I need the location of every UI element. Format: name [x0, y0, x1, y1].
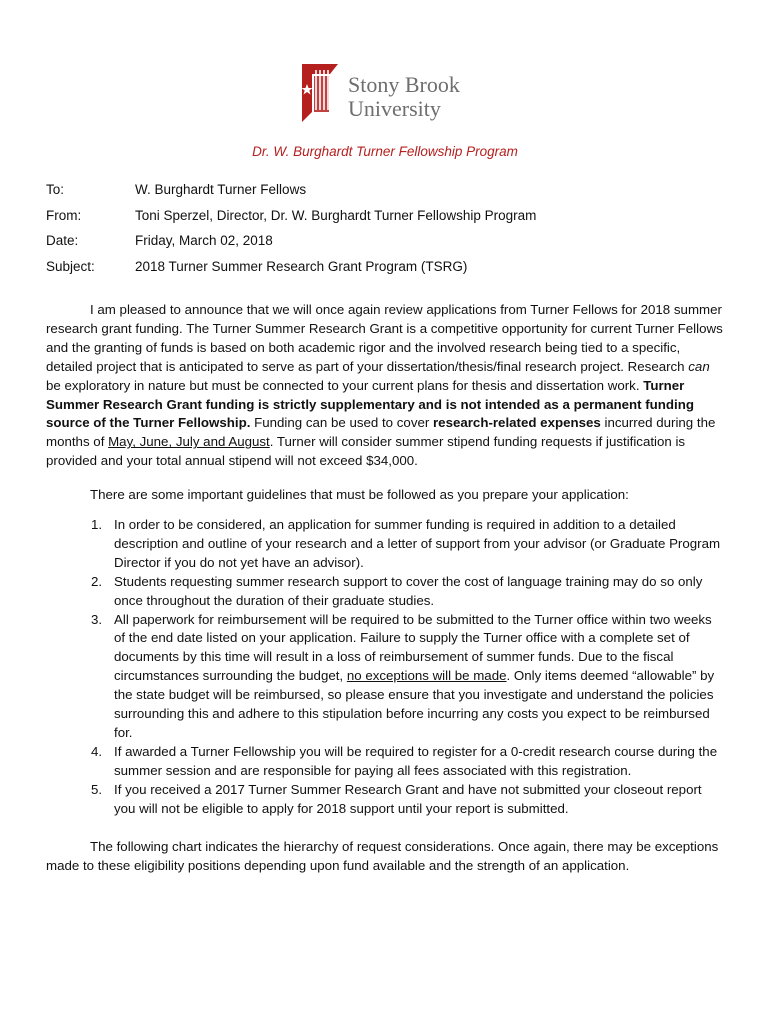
memo-value: Friday, March 02, 2018 — [135, 233, 273, 248]
program-title: Dr. W. Burghardt Turner Fellowship Program — [252, 144, 518, 159]
logo-line-2: University — [348, 96, 441, 121]
list-item: 1. In order to be considered, an application for summer funding is required in addition to a detailed description and outline of your research and a letter of support from your advisor (or Graduate Program Director if you do not yet have an advisor). — [91, 517, 721, 570]
list-item: 2. Students requesting summer research support to cover the cost of language training may do so only once throughout the duration of their graduate studies. — [91, 573, 703, 608]
closing-paragraph: The following chart indicates the hierarchy of request considerations. Once again, there may be exceptions made to these eligibility positions depending upon fund available and the strength of an application. — [46, 839, 719, 873]
memo-label: To: — [46, 182, 65, 197]
guidelines-list — [46, 516, 726, 819]
list-item: 3. All paperwork for reimbursement will be required to be submitted to the Turner office within two weeks of the end date listed on your application. Failure to supply the Turner office with a complete set of documents by this time will result in a loss of reimbursement of summer funds. Due to the fiscal circumstances surrounding the budget, no exceptions will be made. Only items deemed “allowable” by the state budget will be reimbursed, so please ensure that you investigate and understand the policies surrounding this and adhere to this stipulation before incurring any costs you expect to be reimbursed for. — [91, 611, 715, 740]
seal-icon — [300, 62, 344, 124]
list-item: 4. If awarded a Turner Fellowship you will be required to register for a 0-credit research course during the summer session and are responsible for paying all fees associated with this registration. — [91, 743, 718, 778]
university-logo — [300, 62, 480, 126]
memo-value: 2018 Turner Summer Research Grant Program (TSRG) — [135, 259, 468, 274]
guidelines-intro: There are some important guidelines that must be followed as you prepare your application: — [90, 487, 629, 502]
memo-value: Toni Sperzel, Director, Dr. W. Burghardt Turner Fellowship Program — [135, 208, 537, 223]
memo-label: Subject: — [46, 259, 95, 274]
memo-value: W. Burghardt Turner Fellows — [135, 182, 307, 197]
memo-label: Date: — [46, 233, 79, 248]
intro-paragraph: I am pleased to announce that we will once again review applications from Turner Fellows for 2018 summer research grant funding. The Turner Summer Research Grant is a competitive opportunity for current Turner Fellows and the granting of funds is based on both academic rigor and the involved research being tied to a specific, detailed project that is anticipated to serve as part of your dissertation/thesis/final research project. Research can be exploratory in nature but must be connected to your current plans for thesis and dissertation work. Turner Summer Research Grant funding is strictly supplementary and is not intended as a permanent funding source of the Turner Fellowship. Funding can be used to cover research-related expenses incurred during the months of May, June, July and August. Turner will consider summer stipend funding requests if justification is provided and your total annual stipend will not exceed $34,000. — [46, 302, 723, 469]
memo-label: From: — [46, 208, 82, 223]
logo-line-1: Stony Brook — [348, 72, 460, 97]
list-item: 5. If you received a 2017 Turner Summer Research Grant and have not submitted your closeout report you will not be eligible to apply for 2018 support until your report is submitted. — [91, 781, 702, 816]
